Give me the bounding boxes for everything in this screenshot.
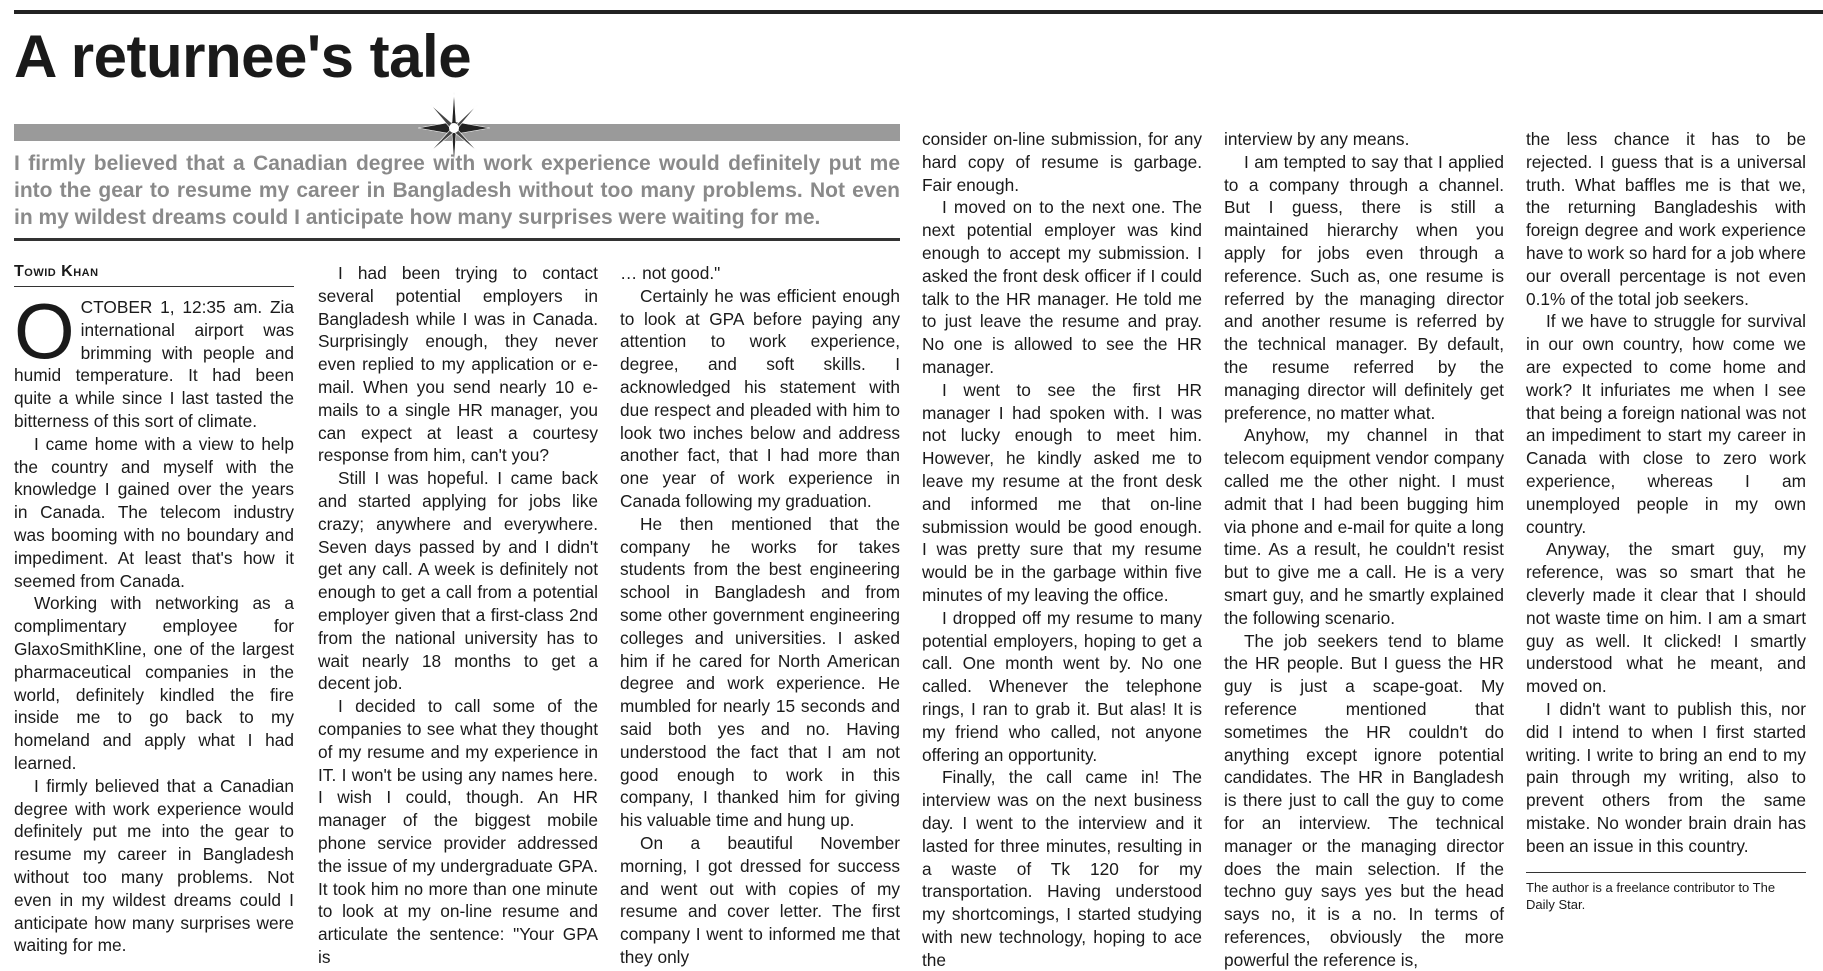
column-2 bbox=[318, 262, 598, 969]
paragraph: the less chance it has to be rejected. I guess that is a universal truth. What baffles me is that we, the returning Bangladeshis with foreign degree and work experience have to work so hard for a job where our overall percentage is not even 0.1% of the total job seekers. bbox=[1526, 129, 1806, 309]
author-footnote: The author is a freelance contributor to The Daily Star. bbox=[1526, 880, 1776, 912]
article-headline: A returnee's tale bbox=[14, 23, 472, 90]
paragraph: I firmly believed that a Canadian degree with work experience would definitely put me into the gear to resume my career in Bangladesh without too many problems. Not even in my wildest dreams could I anticipate how many surprises were waiting for me. bbox=[14, 775, 294, 956]
paragraph: Working with networking as a complimentary employee for GlaxoSmithKline, one of the largest pharmaceutical companies in the world, definitely kindled the fire inside me to go back to my homeland and apply what I had learned. bbox=[14, 593, 294, 773]
column-5 bbox=[1224, 128, 1504, 971]
paragraph: I am tempted to say that I applied to a company through a channel. But I guess, there is still a maintained hierarchy when you apply for jobs even through a reference. Such as, one resume is referred by the managing director and another resume is referred by the technical manager. By default, the resume referred by the managing director will definitely get preference, no matter what. bbox=[1224, 151, 1504, 423]
paragraph: On a beautiful November morning, I got dressed for success and went out with copies of my resume and cover letter. The first company I went to informed me that they only bbox=[620, 832, 900, 967]
paragraph bbox=[14, 287, 294, 433]
paragraph: … not good." bbox=[620, 263, 721, 283]
paragraph: consider on-line submission, for any hard copy of resume is garbage. Fair enough. bbox=[922, 129, 1202, 195]
paragraph: I had been trying to contact several potential employers in Bangladesh while I was in Canada. Surprisingly enough, they never even replied to my application or e-mail. When you send nearly 10 e-mails to a single HR manager, you can expect at least a courtesy response from him, can't you? bbox=[318, 263, 598, 466]
paragraph: Certainly he was efficient enough to look at GPA before paying any attention to work experience, degree, and soft skills. I acknowledged his statement with due respect and pleaded with him to look two inches below and address another fact, that I had more than one year of work experience in Canada following my graduation. bbox=[620, 285, 900, 511]
column-6 bbox=[1526, 128, 1806, 913]
footnote-rule bbox=[1526, 872, 1806, 874]
paragraph: Still I was hopeful. I came back and started applying for jobs like crazy; anywhere and everywhere. Seven days passed by and I didn't get any call. A week is definitely not enough to get a call from a potential employer given that a first-class 2nd from the national university has to wait nearly 18 months to get a decent job. bbox=[318, 468, 598, 694]
paragraph: I moved on to the next one. The next potential employer was kind enough to accept my submission. I asked the front desk officer if I could talk to the HR manager. He told me to just leave the resume and pray. No one is allowed to see the HR manager. bbox=[922, 197, 1202, 377]
column-1 bbox=[14, 287, 294, 957]
paragraph: Anyway, the smart guy, my reference, was so smart that he cleverly made it clear that I should not waste time on him. I am a smart guy as well. It clicked! I smartly understood what he meant, and moved on. bbox=[1526, 539, 1806, 697]
byline bbox=[14, 263, 294, 287]
paragraph: interview by any means. bbox=[1224, 129, 1410, 149]
top-rule bbox=[14, 10, 1823, 14]
paragraph: I went to see the first HR manager I had spoken with. I was not lucky enough to meet him. However, he kindly asked me to leave my resume at the front desk and informed me that on-line submission would be good enough. I was pretty sure that my resume would be in the garbage within five minutes of my leaving the office. bbox=[922, 379, 1202, 605]
paragraph: Finally, the call came in! The interview was on the next business day. I went to the interview and it lasted for three minutes, resulting in a waste of Tk 120 for my transportation. Having understood my shortcomings, I started studying with new technology, hoping to ace the bbox=[922, 767, 1202, 970]
paragraph: If we have to struggle for survival in our own country, how come we are expected to come home and work? It infuriates me when I see that being a foreign national was not an impediment to start my career in Canada with close to zero work experience, whereas I am unemployed people in my own country. bbox=[1526, 311, 1806, 537]
article-deck: I firmly believed that a Canadian degree with work experience would definitely put me into the gear to resume my career in Bangladesh without too many problems. Not even in my wildest dreams could I anticipate how many surprises were waiting for me. bbox=[14, 152, 900, 229]
author-name: Towid Khan bbox=[14, 263, 99, 280]
column-4 bbox=[922, 128, 1202, 971]
drop-cap: O bbox=[14, 287, 75, 375]
column-3 bbox=[620, 262, 900, 969]
paragraph: The job seekers tend to blame the HR people. But I guess the HR guy is just a scape-goat. My reference mentioned that sometimes the HR couldn't do anything except ignore potential candidates. The HR in Bangladesh is there just to call the guy to come for an interview. The technical manager or the managing director does the main selection. If the techno guy says yes but the head says no, it is a no. In terms of references, obviously the more powerful the reference is, bbox=[1224, 630, 1504, 970]
paragraph: I dropped off my resume to many potential employers, hoping to get a call. One month went by. No one called. Whenever the telephone rings, I ran to grab it. But alas! It is my friend who called, not anyone offering an opportunity. bbox=[922, 607, 1202, 765]
paragraph: I didn't want to publish this, nor did I intend to when I first started writing. I write to bring an end to my pain through my writing, also to prevent others from the same mistake. No wonder brain drain has been an issue in this country. bbox=[1526, 698, 1806, 856]
paragraph: He then mentioned that the company he works for takes students from the best engineering school in Bangladesh and from some other government engineering colleges and universities. I asked him if he cared for North American degree and work experience. He mumbled for nearly 15 seconds and said both yes and no. Having understood the fact that I am not good enough to work in this company, I thanked him for giving his valuable time and hung up. bbox=[620, 513, 900, 831]
paragraph: Anyhow, my channel in that telecom equipment vendor company called me the other night. I must admit that I had been bugging him via phone and e-mail for quite a long time. As a result, he couldn't resist but to give me a call. He is a very smart guy, and he smartly explained the following scenario. bbox=[1224, 425, 1504, 628]
paragraph-text: CTOBER 1, 12:35 am. Zia international airport was brimming with people and humid temperature. It had been quite a while since I last tasted the bitterness of this sort of climate. bbox=[14, 297, 294, 431]
paragraph: I decided to call some of the companies to see what they thought of my resume and my experience in IT. I won't be using any names here. I wish I could, though. An HR manager of the biggest mobile phone service provider addressed the issue of my undergraduate GPA. It took him no more than one minute to look at my on-line resume and articulate the sentence: "Your GPA is bbox=[318, 696, 598, 967]
paragraph: I came home with a view to help the country and myself with the knowledge I gained over the years in Canada. The telecom industry was booming with no boundary and impediment. At least that's how it seemed from Canada. bbox=[14, 433, 294, 591]
deck-rule bbox=[14, 238, 900, 241]
